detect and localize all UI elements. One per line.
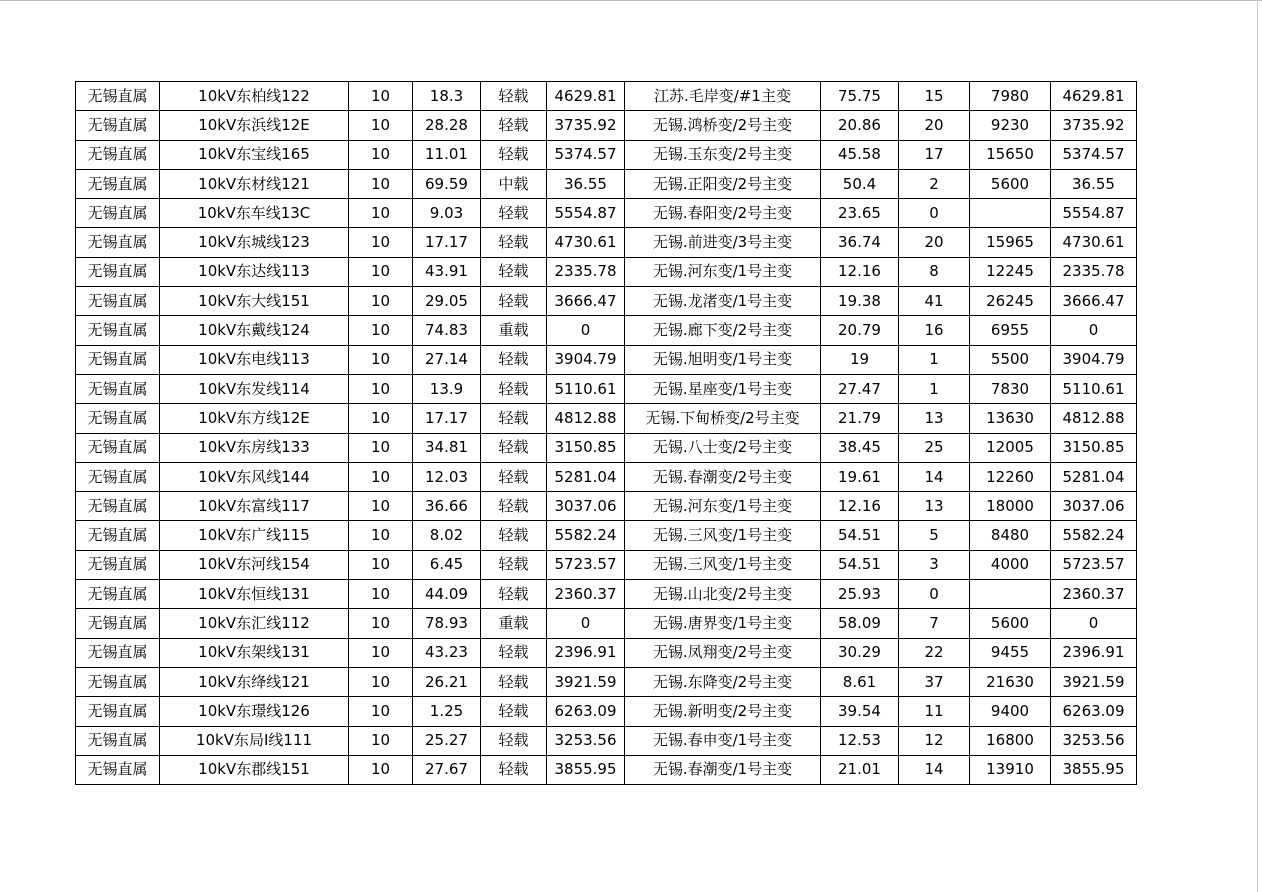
count-cell: 7: [899, 609, 970, 638]
load-rate-cell: 8.02: [413, 521, 481, 550]
substation-transformer-cell: 无锡.河东变/1号主变: [625, 257, 821, 286]
load-status-cell: 轻载: [481, 462, 547, 491]
substation-transformer-cell: 无锡.河东变/1号主变: [625, 492, 821, 521]
available-capacity-cell: 3037.06: [1051, 492, 1137, 521]
line-name-cell: 10kV东达线113: [160, 257, 349, 286]
transformer-load-rate-cell: 19.38: [821, 287, 899, 316]
transformer-load-rate-cell: 38.45: [821, 433, 899, 462]
table-row: [76, 521, 1137, 550]
region-cell: 无锡直属: [76, 755, 160, 784]
transformer-load-rate-cell: 19.61: [821, 462, 899, 491]
available-capacity-cell: 4629.81: [1051, 82, 1137, 111]
capacity-total-cell: 9400: [970, 697, 1051, 726]
voltage-cell: 10: [349, 111, 413, 140]
capacity-total-cell: 12260: [970, 462, 1051, 491]
voltage-cell: 10: [349, 433, 413, 462]
count-cell: 5: [899, 521, 970, 550]
load-status-cell: 轻载: [481, 697, 547, 726]
line-name-cell: 10kV东广线115: [160, 521, 349, 550]
load-rate-cell: 27.14: [413, 345, 481, 374]
table-row: [76, 726, 1137, 755]
region-cell: 无锡直属: [76, 550, 160, 579]
substation-transformer-cell: 无锡.廊下变/2号主变: [625, 316, 821, 345]
capacity-total-cell: 9230: [970, 111, 1051, 140]
table-row: [76, 433, 1137, 462]
available-capacity-cell: 2396.91: [1051, 638, 1137, 667]
table-row: [76, 199, 1137, 228]
capacity-total-cell: 7980: [970, 82, 1051, 111]
table-row: [76, 462, 1137, 491]
count-cell: 0: [899, 199, 970, 228]
count-cell: 20: [899, 111, 970, 140]
region-cell: 无锡直属: [76, 287, 160, 316]
substation-transformer-cell: 无锡.新明变/2号主变: [625, 697, 821, 726]
capacity-total-cell: 4000: [970, 550, 1051, 579]
load-rate-cell: 17.17: [413, 404, 481, 433]
count-cell: 14: [899, 755, 970, 784]
load-status-cell: 轻载: [481, 667, 547, 696]
available-capacity-cell: 3735.92: [1051, 111, 1137, 140]
voltage-cell: 10: [349, 169, 413, 198]
table-row: [76, 609, 1137, 638]
transformer-load-rate-cell: 8.61: [821, 667, 899, 696]
table-row: [76, 667, 1137, 696]
table-row: [76, 697, 1137, 726]
capacity-cell: 36.55: [547, 169, 625, 198]
load-rate-cell: 74.83: [413, 316, 481, 345]
capacity-cell: 5374.57: [547, 140, 625, 169]
transformer-load-rate-cell: 39.54: [821, 697, 899, 726]
line-name-cell: 10kV东房线133: [160, 433, 349, 462]
capacity-cell: 4629.81: [547, 82, 625, 111]
substation-transformer-cell: 无锡.三风变/1号主变: [625, 550, 821, 579]
table-row: [76, 638, 1137, 667]
region-cell: 无锡直属: [76, 609, 160, 638]
load-rate-cell: 36.66: [413, 492, 481, 521]
substation-transformer-cell: 无锡.八士变/2号主变: [625, 433, 821, 462]
available-capacity-cell: 4730.61: [1051, 228, 1137, 257]
substation-transformer-cell: 无锡.前进变/3号主变: [625, 228, 821, 257]
capacity-total-cell: 18000: [970, 492, 1051, 521]
region-cell: 无锡直属: [76, 199, 160, 228]
region-cell: 无锡直属: [76, 111, 160, 140]
transformer-load-rate-cell: 30.29: [821, 638, 899, 667]
substation-transformer-cell: 无锡.唐界变/1号主变: [625, 609, 821, 638]
load-status-cell: 轻载: [481, 199, 547, 228]
available-capacity-cell: 0: [1051, 609, 1137, 638]
region-cell: 无锡直属: [76, 140, 160, 169]
substation-transformer-cell: 无锡.正阳变/2号主变: [625, 169, 821, 198]
count-cell: 17: [899, 140, 970, 169]
region-cell: 无锡直属: [76, 697, 160, 726]
load-rate-cell: 25.27: [413, 726, 481, 755]
region-cell: 无锡直属: [76, 228, 160, 257]
capacity-total-cell: 5500: [970, 345, 1051, 374]
load-rate-cell: 44.09: [413, 580, 481, 609]
transformer-load-rate-cell: 12.16: [821, 257, 899, 286]
count-cell: 37: [899, 667, 970, 696]
substation-transformer-cell: 无锡.玉东变/2号主变: [625, 140, 821, 169]
load-rate-cell: 13.9: [413, 374, 481, 403]
capacity-cell: 5110.61: [547, 374, 625, 403]
region-cell: 无锡直属: [76, 462, 160, 491]
region-cell: 无锡直属: [76, 726, 160, 755]
load-rate-cell: 1.25: [413, 697, 481, 726]
load-rate-cell: 29.05: [413, 287, 481, 316]
region-cell: 无锡直属: [76, 433, 160, 462]
load-rate-cell: 43.23: [413, 638, 481, 667]
capacity-total-cell: 5600: [970, 609, 1051, 638]
line-name-cell: 10kV东发线114: [160, 374, 349, 403]
transformer-load-rate-cell: 21.79: [821, 404, 899, 433]
available-capacity-cell: 5582.24: [1051, 521, 1137, 550]
region-cell: 无锡直属: [76, 492, 160, 521]
load-status-cell: 轻载: [481, 638, 547, 667]
line-name-cell: 10kV东宝线165: [160, 140, 349, 169]
count-cell: 20: [899, 228, 970, 257]
available-capacity-cell: 5723.57: [1051, 550, 1137, 579]
line-name-cell: 10kV东车线13C: [160, 199, 349, 228]
table-row: [76, 169, 1137, 198]
load-status-cell: 轻载: [481, 726, 547, 755]
capacity-total-cell: 12245: [970, 257, 1051, 286]
table-row: [76, 140, 1137, 169]
line-name-cell: 10kV东柏线122: [160, 82, 349, 111]
table-row: [76, 345, 1137, 374]
line-name-cell: 10kV东绛线121: [160, 667, 349, 696]
voltage-cell: 10: [349, 726, 413, 755]
count-cell: 8: [899, 257, 970, 286]
substation-transformer-cell: 无锡.旭明变/1号主变: [625, 345, 821, 374]
capacity-cell: 2360.37: [547, 580, 625, 609]
voltage-cell: 10: [349, 228, 413, 257]
load-status-cell: 重载: [481, 316, 547, 345]
available-capacity-cell: 3150.85: [1051, 433, 1137, 462]
load-rate-cell: 18.3: [413, 82, 481, 111]
voltage-cell: 10: [349, 316, 413, 345]
available-capacity-cell: 5281.04: [1051, 462, 1137, 491]
load-status-cell: 中载: [481, 169, 547, 198]
voltage-cell: 10: [349, 580, 413, 609]
load-status-cell: 轻载: [481, 755, 547, 784]
load-status-cell: 轻载: [481, 492, 547, 521]
capacity-total-cell: 15650: [970, 140, 1051, 169]
region-cell: 无锡直属: [76, 667, 160, 696]
line-name-cell: 10kV东汇线112: [160, 609, 349, 638]
table-row: [76, 755, 1137, 784]
available-capacity-cell: 36.55: [1051, 169, 1137, 198]
available-capacity-cell: 3921.59: [1051, 667, 1137, 696]
region-cell: 无锡直属: [76, 345, 160, 374]
count-cell: 3: [899, 550, 970, 579]
transformer-load-rate-cell: 54.51: [821, 550, 899, 579]
voltage-cell: 10: [349, 521, 413, 550]
line-name-cell: 10kV东城线123: [160, 228, 349, 257]
count-cell: 1: [899, 345, 970, 374]
transformer-load-rate-cell: 50.4: [821, 169, 899, 198]
region-cell: 无锡直属: [76, 257, 160, 286]
voltage-cell: 10: [349, 82, 413, 111]
available-capacity-cell: 4812.88: [1051, 404, 1137, 433]
capacity-total-cell: [970, 199, 1051, 228]
substation-transformer-cell: 江苏.毛岸变/#1主变: [625, 82, 821, 111]
capacity-cell: 5582.24: [547, 521, 625, 550]
capacity-cell: 5723.57: [547, 550, 625, 579]
substation-transformer-cell: 无锡.春申变/1号主变: [625, 726, 821, 755]
count-cell: 11: [899, 697, 970, 726]
substation-transformer-cell: 无锡.三风变/1号主变: [625, 521, 821, 550]
transformer-load-rate-cell: 36.74: [821, 228, 899, 257]
table-row: [76, 316, 1137, 345]
capacity-cell: 3735.92: [547, 111, 625, 140]
voltage-cell: 10: [349, 492, 413, 521]
capacity-cell: 3855.95: [547, 755, 625, 784]
transformer-load-rate-cell: 19: [821, 345, 899, 374]
voltage-cell: 10: [349, 287, 413, 316]
load-status-cell: 轻载: [481, 404, 547, 433]
load-status-cell: 轻载: [481, 228, 547, 257]
count-cell: 25: [899, 433, 970, 462]
capacity-cell: 0: [547, 316, 625, 345]
voltage-cell: 10: [349, 345, 413, 374]
transformer-load-rate-cell: 75.75: [821, 82, 899, 111]
transformer-load-rate-cell: 12.16: [821, 492, 899, 521]
load-rate-cell: 6.45: [413, 550, 481, 579]
region-cell: 无锡直属: [76, 316, 160, 345]
transformer-load-rate-cell: 23.65: [821, 199, 899, 228]
available-capacity-cell: 3904.79: [1051, 345, 1137, 374]
load-rate-cell: 11.01: [413, 140, 481, 169]
table-row: [76, 228, 1137, 257]
count-cell: 13: [899, 404, 970, 433]
table-row: [76, 111, 1137, 140]
line-name-cell: 10kV东璟线126: [160, 697, 349, 726]
capacity-cell: 2335.78: [547, 257, 625, 286]
line-name-cell: 10kV东浜线12E: [160, 111, 349, 140]
capacity-cell: 6263.09: [547, 697, 625, 726]
line-name-cell: 10kV东富线117: [160, 492, 349, 521]
load-rate-cell: 17.17: [413, 228, 481, 257]
transformer-load-rate-cell: 58.09: [821, 609, 899, 638]
load-rate-cell: 28.28: [413, 111, 481, 140]
transformer-load-rate-cell: 25.93: [821, 580, 899, 609]
line-name-cell: 10kV东方线12E: [160, 404, 349, 433]
count-cell: 12: [899, 726, 970, 755]
capacity-cell: 3037.06: [547, 492, 625, 521]
voltage-cell: 10: [349, 697, 413, 726]
table-row: [76, 404, 1137, 433]
line-name-cell: 10kV东戴线124: [160, 316, 349, 345]
capacity-cell: 3666.47: [547, 287, 625, 316]
load-status-cell: 轻载: [481, 550, 547, 579]
load-rate-cell: 12.03: [413, 462, 481, 491]
region-cell: 无锡直属: [76, 521, 160, 550]
region-cell: 无锡直属: [76, 82, 160, 111]
substation-transformer-cell: 无锡.春潮变/1号主变: [625, 755, 821, 784]
capacity-cell: 3253.56: [547, 726, 625, 755]
capacity-total-cell: 12005: [970, 433, 1051, 462]
available-capacity-cell: 5374.57: [1051, 140, 1137, 169]
voltage-cell: 10: [349, 667, 413, 696]
count-cell: 22: [899, 638, 970, 667]
count-cell: 13: [899, 492, 970, 521]
line-name-cell: 10kV东郡线151: [160, 755, 349, 784]
available-capacity-cell: 3666.47: [1051, 287, 1137, 316]
capacity-cell: 3904.79: [547, 345, 625, 374]
region-cell: 无锡直属: [76, 638, 160, 667]
capacity-total-cell: 7830: [970, 374, 1051, 403]
load-rate-cell: 34.81: [413, 433, 481, 462]
load-rate-cell: 43.91: [413, 257, 481, 286]
capacity-cell: 2396.91: [547, 638, 625, 667]
table-row: [76, 257, 1137, 286]
table-row: [76, 287, 1137, 316]
count-cell: 1: [899, 374, 970, 403]
substation-transformer-cell: 无锡.春潮变/2号主变: [625, 462, 821, 491]
capacity-total-cell: 8480: [970, 521, 1051, 550]
substation-transformer-cell: 无锡.山北变/2号主变: [625, 580, 821, 609]
table-row: [76, 580, 1137, 609]
load-status-cell: 轻载: [481, 345, 547, 374]
voltage-cell: 10: [349, 257, 413, 286]
region-cell: 无锡直属: [76, 169, 160, 198]
capacity-total-cell: 16800: [970, 726, 1051, 755]
capacity-total-cell: [970, 580, 1051, 609]
capacity-total-cell: 21630: [970, 667, 1051, 696]
load-status-cell: 轻载: [481, 82, 547, 111]
voltage-cell: 10: [349, 140, 413, 169]
available-capacity-cell: 2360.37: [1051, 580, 1137, 609]
line-name-cell: 10kV东材线121: [160, 169, 349, 198]
available-capacity-cell: 6263.09: [1051, 697, 1137, 726]
transformer-load-rate-cell: 27.47: [821, 374, 899, 403]
substation-transformer-cell: 无锡.春阳变/2号主变: [625, 199, 821, 228]
page-right-border: [1257, 0, 1258, 892]
voltage-cell: 10: [349, 755, 413, 784]
voltage-cell: 10: [349, 374, 413, 403]
count-cell: 2: [899, 169, 970, 198]
line-name-cell: 10kV东电线113: [160, 345, 349, 374]
available-capacity-cell: 3253.56: [1051, 726, 1137, 755]
capacity-total-cell: 13630: [970, 404, 1051, 433]
region-cell: 无锡直属: [76, 580, 160, 609]
line-name-cell: 10kV东大线151: [160, 287, 349, 316]
line-name-cell: 10kV东恒线131: [160, 580, 349, 609]
transformer-load-rate-cell: 12.53: [821, 726, 899, 755]
available-capacity-cell: 5110.61: [1051, 374, 1137, 403]
voltage-cell: 10: [349, 638, 413, 667]
load-rate-cell: 27.67: [413, 755, 481, 784]
load-status-cell: 轻载: [481, 140, 547, 169]
transformer-load-rate-cell: 54.51: [821, 521, 899, 550]
substation-transformer-cell: 无锡.凤翔变/2号主变: [625, 638, 821, 667]
count-cell: 15: [899, 82, 970, 111]
count-cell: 14: [899, 462, 970, 491]
capacity-total-cell: 5600: [970, 169, 1051, 198]
table-row: [76, 374, 1137, 403]
load-status-cell: 轻载: [481, 257, 547, 286]
capacity-cell: 3921.59: [547, 667, 625, 696]
capacity-cell: 4812.88: [547, 404, 625, 433]
load-rate-cell: 78.93: [413, 609, 481, 638]
available-capacity-cell: 5554.87: [1051, 199, 1137, 228]
load-status-cell: 轻载: [481, 111, 547, 140]
feeder-load-table: [75, 81, 1137, 785]
capacity-total-cell: 26245: [970, 287, 1051, 316]
substation-transformer-cell: 无锡.星座变/1号主变: [625, 374, 821, 403]
substation-transformer-cell: 无锡.东降变/2号主变: [625, 667, 821, 696]
capacity-total-cell: 9455: [970, 638, 1051, 667]
load-status-cell: 轻载: [481, 287, 547, 316]
capacity-total-cell: 13910: [970, 755, 1051, 784]
line-name-cell: 10kV东河线154: [160, 550, 349, 579]
transformer-load-rate-cell: 20.79: [821, 316, 899, 345]
load-rate-cell: 26.21: [413, 667, 481, 696]
load-status-cell: 轻载: [481, 580, 547, 609]
capacity-total-cell: 15965: [970, 228, 1051, 257]
load-status-cell: 轻载: [481, 374, 547, 403]
count-cell: 16: [899, 316, 970, 345]
line-name-cell: 10kV东风线144: [160, 462, 349, 491]
transformer-load-rate-cell: 45.58: [821, 140, 899, 169]
transformer-load-rate-cell: 21.01: [821, 755, 899, 784]
table-row: [76, 492, 1137, 521]
line-name-cell: 10kV东架线131: [160, 638, 349, 667]
available-capacity-cell: 2335.78: [1051, 257, 1137, 286]
substation-transformer-cell: 无锡.下甸桥变/2号主变: [625, 404, 821, 433]
region-cell: 无锡直属: [76, 404, 160, 433]
voltage-cell: 10: [349, 462, 413, 491]
voltage-cell: 10: [349, 199, 413, 228]
capacity-total-cell: 6955: [970, 316, 1051, 345]
capacity-cell: 3150.85: [547, 433, 625, 462]
available-capacity-cell: 0: [1051, 316, 1137, 345]
substation-transformer-cell: 无锡.龙渚变/1号主变: [625, 287, 821, 316]
transformer-load-rate-cell: 20.86: [821, 111, 899, 140]
count-cell: 0: [899, 580, 970, 609]
voltage-cell: 10: [349, 404, 413, 433]
load-rate-cell: 69.59: [413, 169, 481, 198]
capacity-cell: 4730.61: [547, 228, 625, 257]
table-body: [76, 82, 1137, 785]
capacity-cell: 5554.87: [547, 199, 625, 228]
substation-transformer-cell: 无锡.鸿桥变/2号主变: [625, 111, 821, 140]
capacity-cell: 5281.04: [547, 462, 625, 491]
table-row: [76, 82, 1137, 111]
page-top-border: [0, 0, 1262, 1]
voltage-cell: 10: [349, 550, 413, 579]
capacity-cell: 0: [547, 609, 625, 638]
load-status-cell: 轻载: [481, 433, 547, 462]
count-cell: 41: [899, 287, 970, 316]
available-capacity-cell: 3855.95: [1051, 755, 1137, 784]
voltage-cell: 10: [349, 609, 413, 638]
load-status-cell: 轻载: [481, 521, 547, 550]
load-status-cell: 重载: [481, 609, 547, 638]
table-row: [76, 550, 1137, 579]
line-name-cell: 10kV东局Ⅰ线111: [160, 726, 349, 755]
region-cell: 无锡直属: [76, 374, 160, 403]
load-rate-cell: 9.03: [413, 199, 481, 228]
